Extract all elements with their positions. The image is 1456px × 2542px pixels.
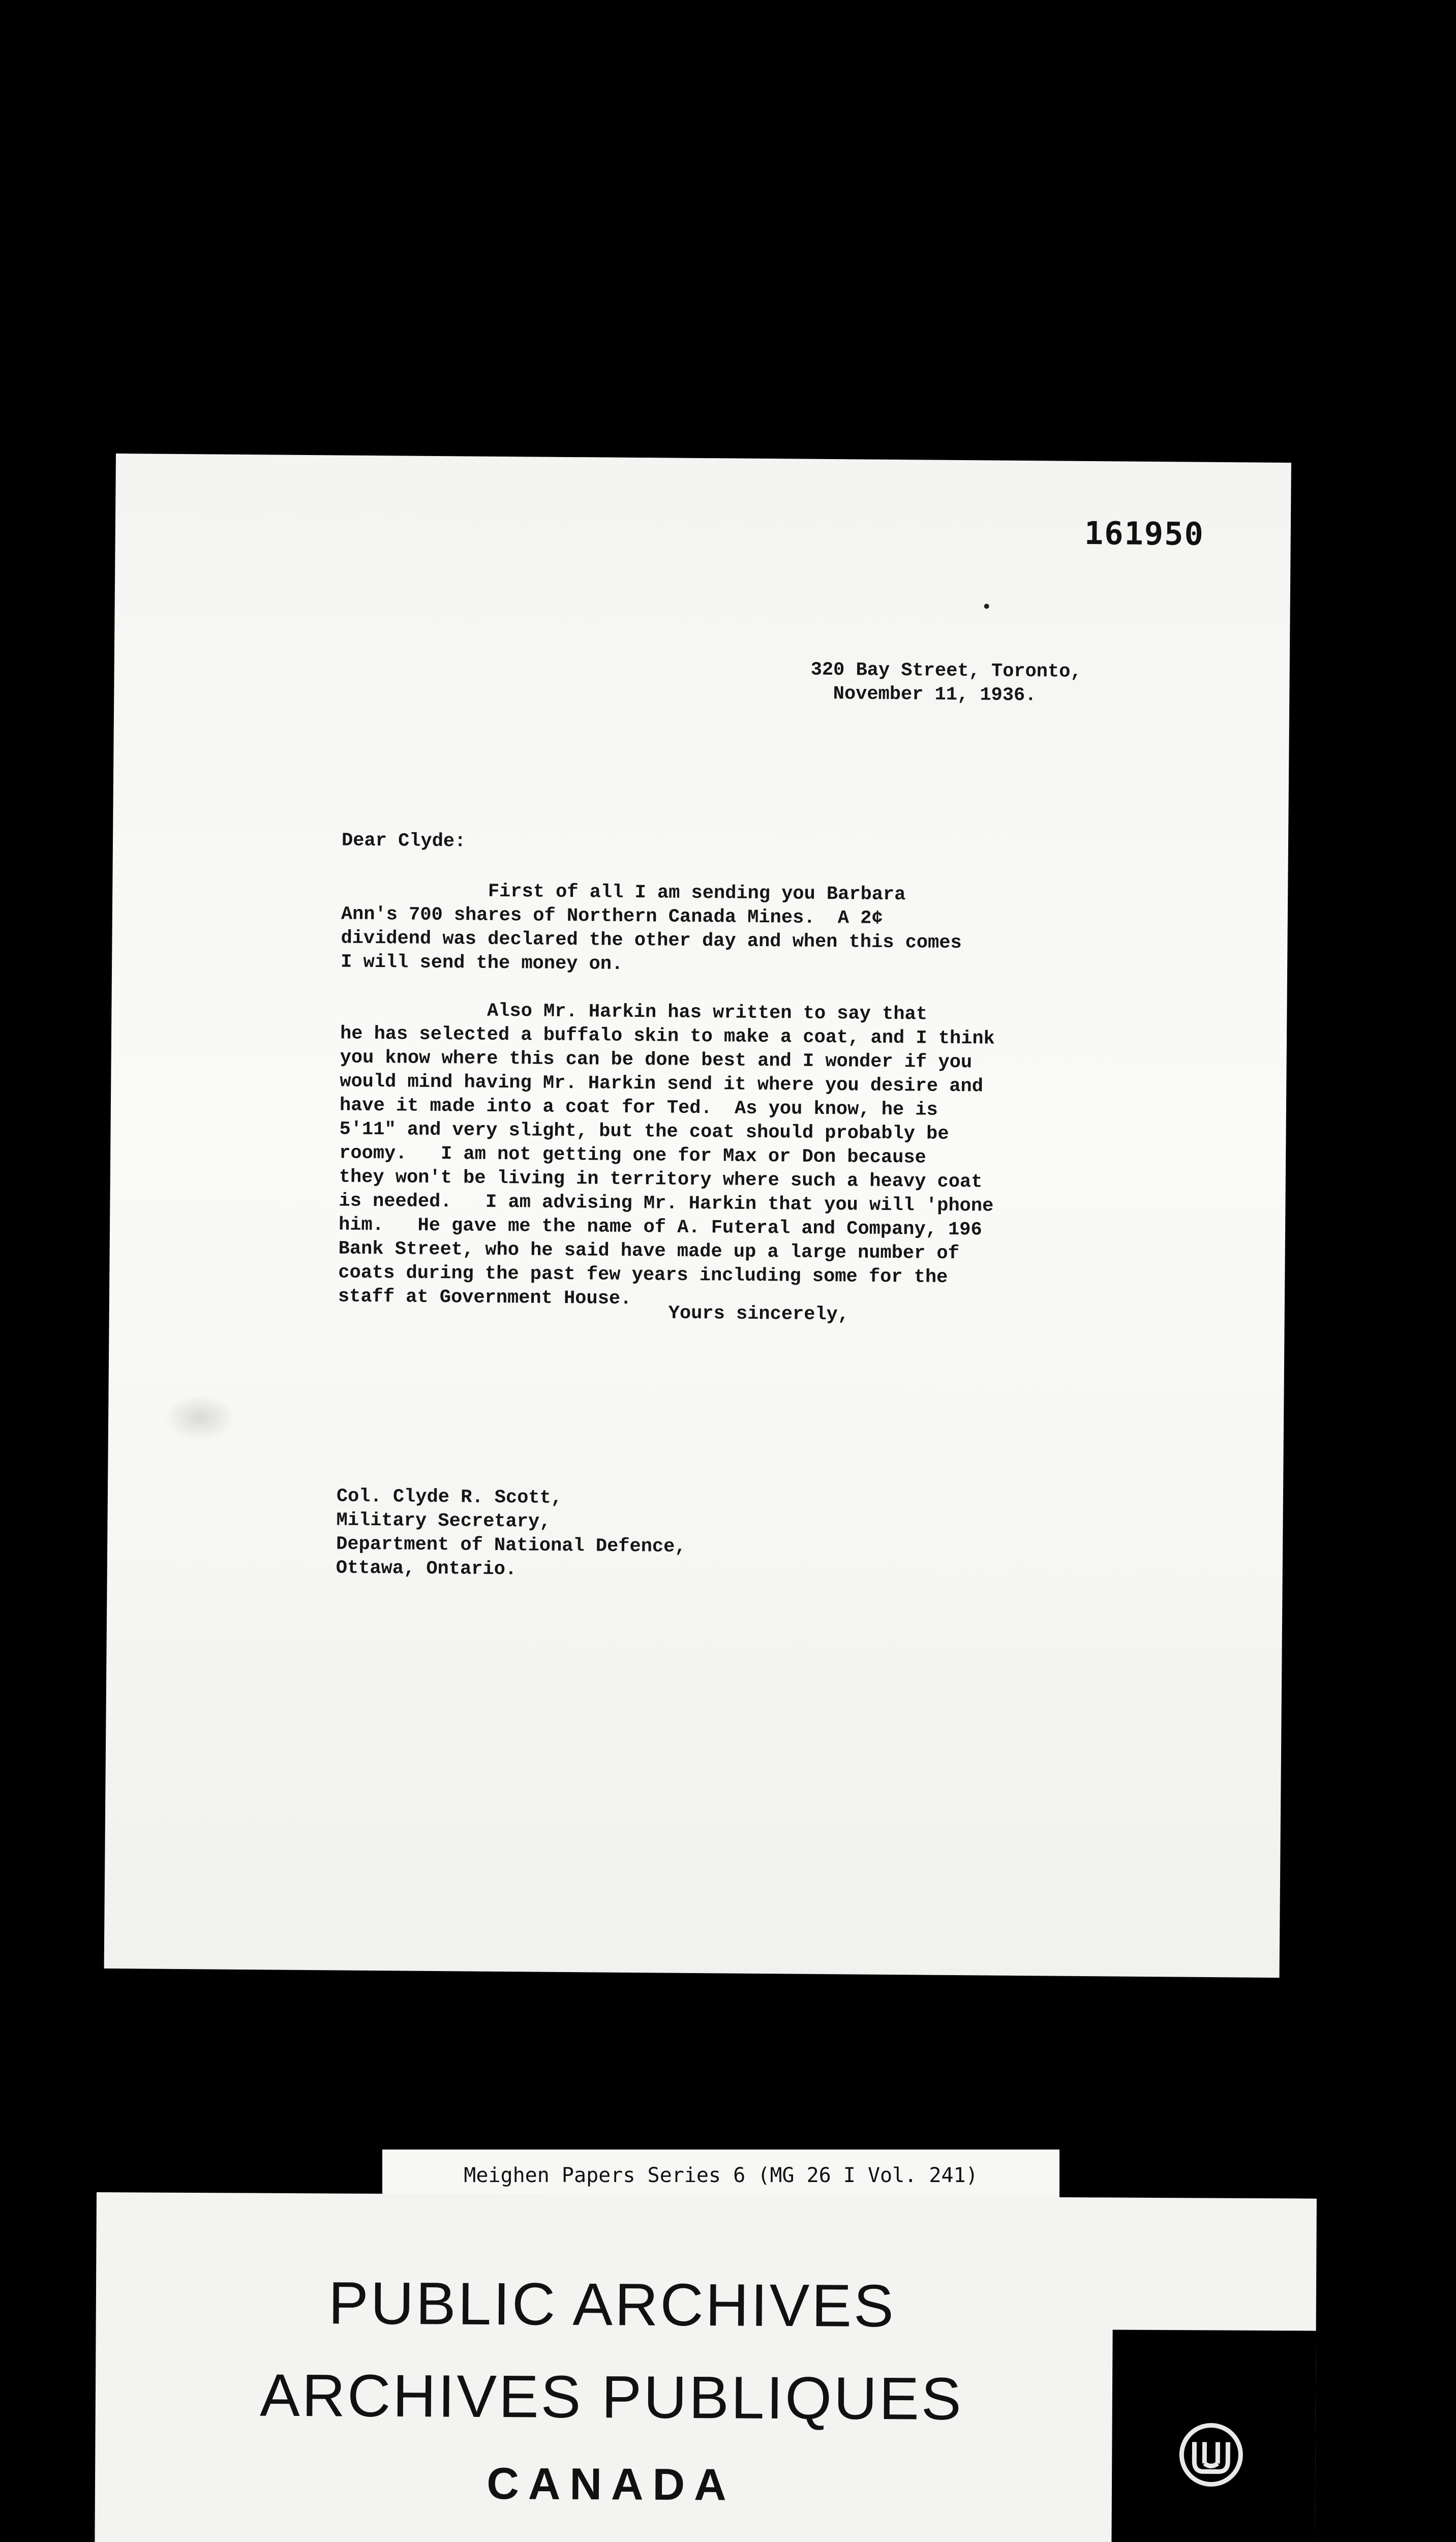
date-line: November 11, 1936.	[833, 683, 1037, 707]
recipient-line: Military Secretary,	[336, 1509, 551, 1533]
text-line: have it made into a coat for Ted. As you know, he is	[339, 1095, 938, 1121]
text-line: you know where this can be done best and I wonder if you	[340, 1047, 973, 1074]
paragraph-2	[338, 998, 995, 1314]
letter-sheet	[104, 453, 1291, 1978]
logo-box	[1111, 2329, 1316, 2542]
text-line: coats during the past few years including some for the	[338, 1262, 948, 1288]
archives-title-english: PUBLIC ARCHIVES	[328, 2269, 896, 2340]
address-line: 320 Bay Street, Toronto,	[810, 659, 1082, 683]
sender-address	[810, 658, 1082, 708]
text-line: him. He gave me the name of A. Futeral and Company, 196	[338, 1214, 982, 1241]
recipient-line: Ottawa, Ontario.	[336, 1557, 517, 1581]
archives-country: CANADA	[487, 2458, 736, 2510]
document-number: 161950	[1084, 514, 1205, 553]
closing: Yours sincerely,	[668, 1303, 850, 1326]
text-line: I will send the money on.	[340, 951, 623, 975]
recipient-line: Col. Clyde R. Scott,	[336, 1486, 563, 1509]
speck	[984, 603, 989, 609]
recipient-block	[336, 1485, 687, 1583]
text-line: is needed. I am advising Mr. Harkin that you will 'phone	[339, 1190, 994, 1217]
text-line: they won't be living in territory where such a heavy coat	[339, 1166, 983, 1193]
recipient-line: Department of National Defence,	[336, 1533, 686, 1558]
text-line: 5'11" and very slight, but the coat should probably be	[339, 1118, 949, 1145]
text-line: dividend was declared the other day and when this comes	[341, 927, 962, 954]
text-line: he has selected a buffalo skin to make a coat, and I think	[340, 1023, 995, 1050]
text-line: Also Mr. Harkin has written to say that	[340, 999, 928, 1025]
text-line: Ann's 700 shares of Northern Canada Mines. A 2¢	[341, 903, 883, 929]
text-line: would mind having Mr. Harkin send it where you desire and	[340, 1071, 984, 1098]
archives-title-french: ARCHIVES PUBLIQUES	[259, 2362, 963, 2433]
salutation: Dear Clyde:	[341, 830, 466, 853]
paper-smudge	[164, 1395, 236, 1441]
reference-label: Meighen Papers Series 6 (MG 26 I Vol. 241)	[464, 2164, 978, 2187]
archives-card	[95, 2192, 1317, 2542]
text-line: Bank Street, who he said have made up a large number of	[338, 1238, 960, 1265]
text-line: First of all I am sending you Barbara	[341, 880, 906, 906]
paragraph-1	[341, 879, 962, 980]
text-line: staff at Government House.	[338, 1286, 632, 1310]
archives-emblem-icon	[1178, 2422, 1245, 2488]
text-line: roomy. I am not getting one for Max or Don because	[339, 1142, 926, 1169]
